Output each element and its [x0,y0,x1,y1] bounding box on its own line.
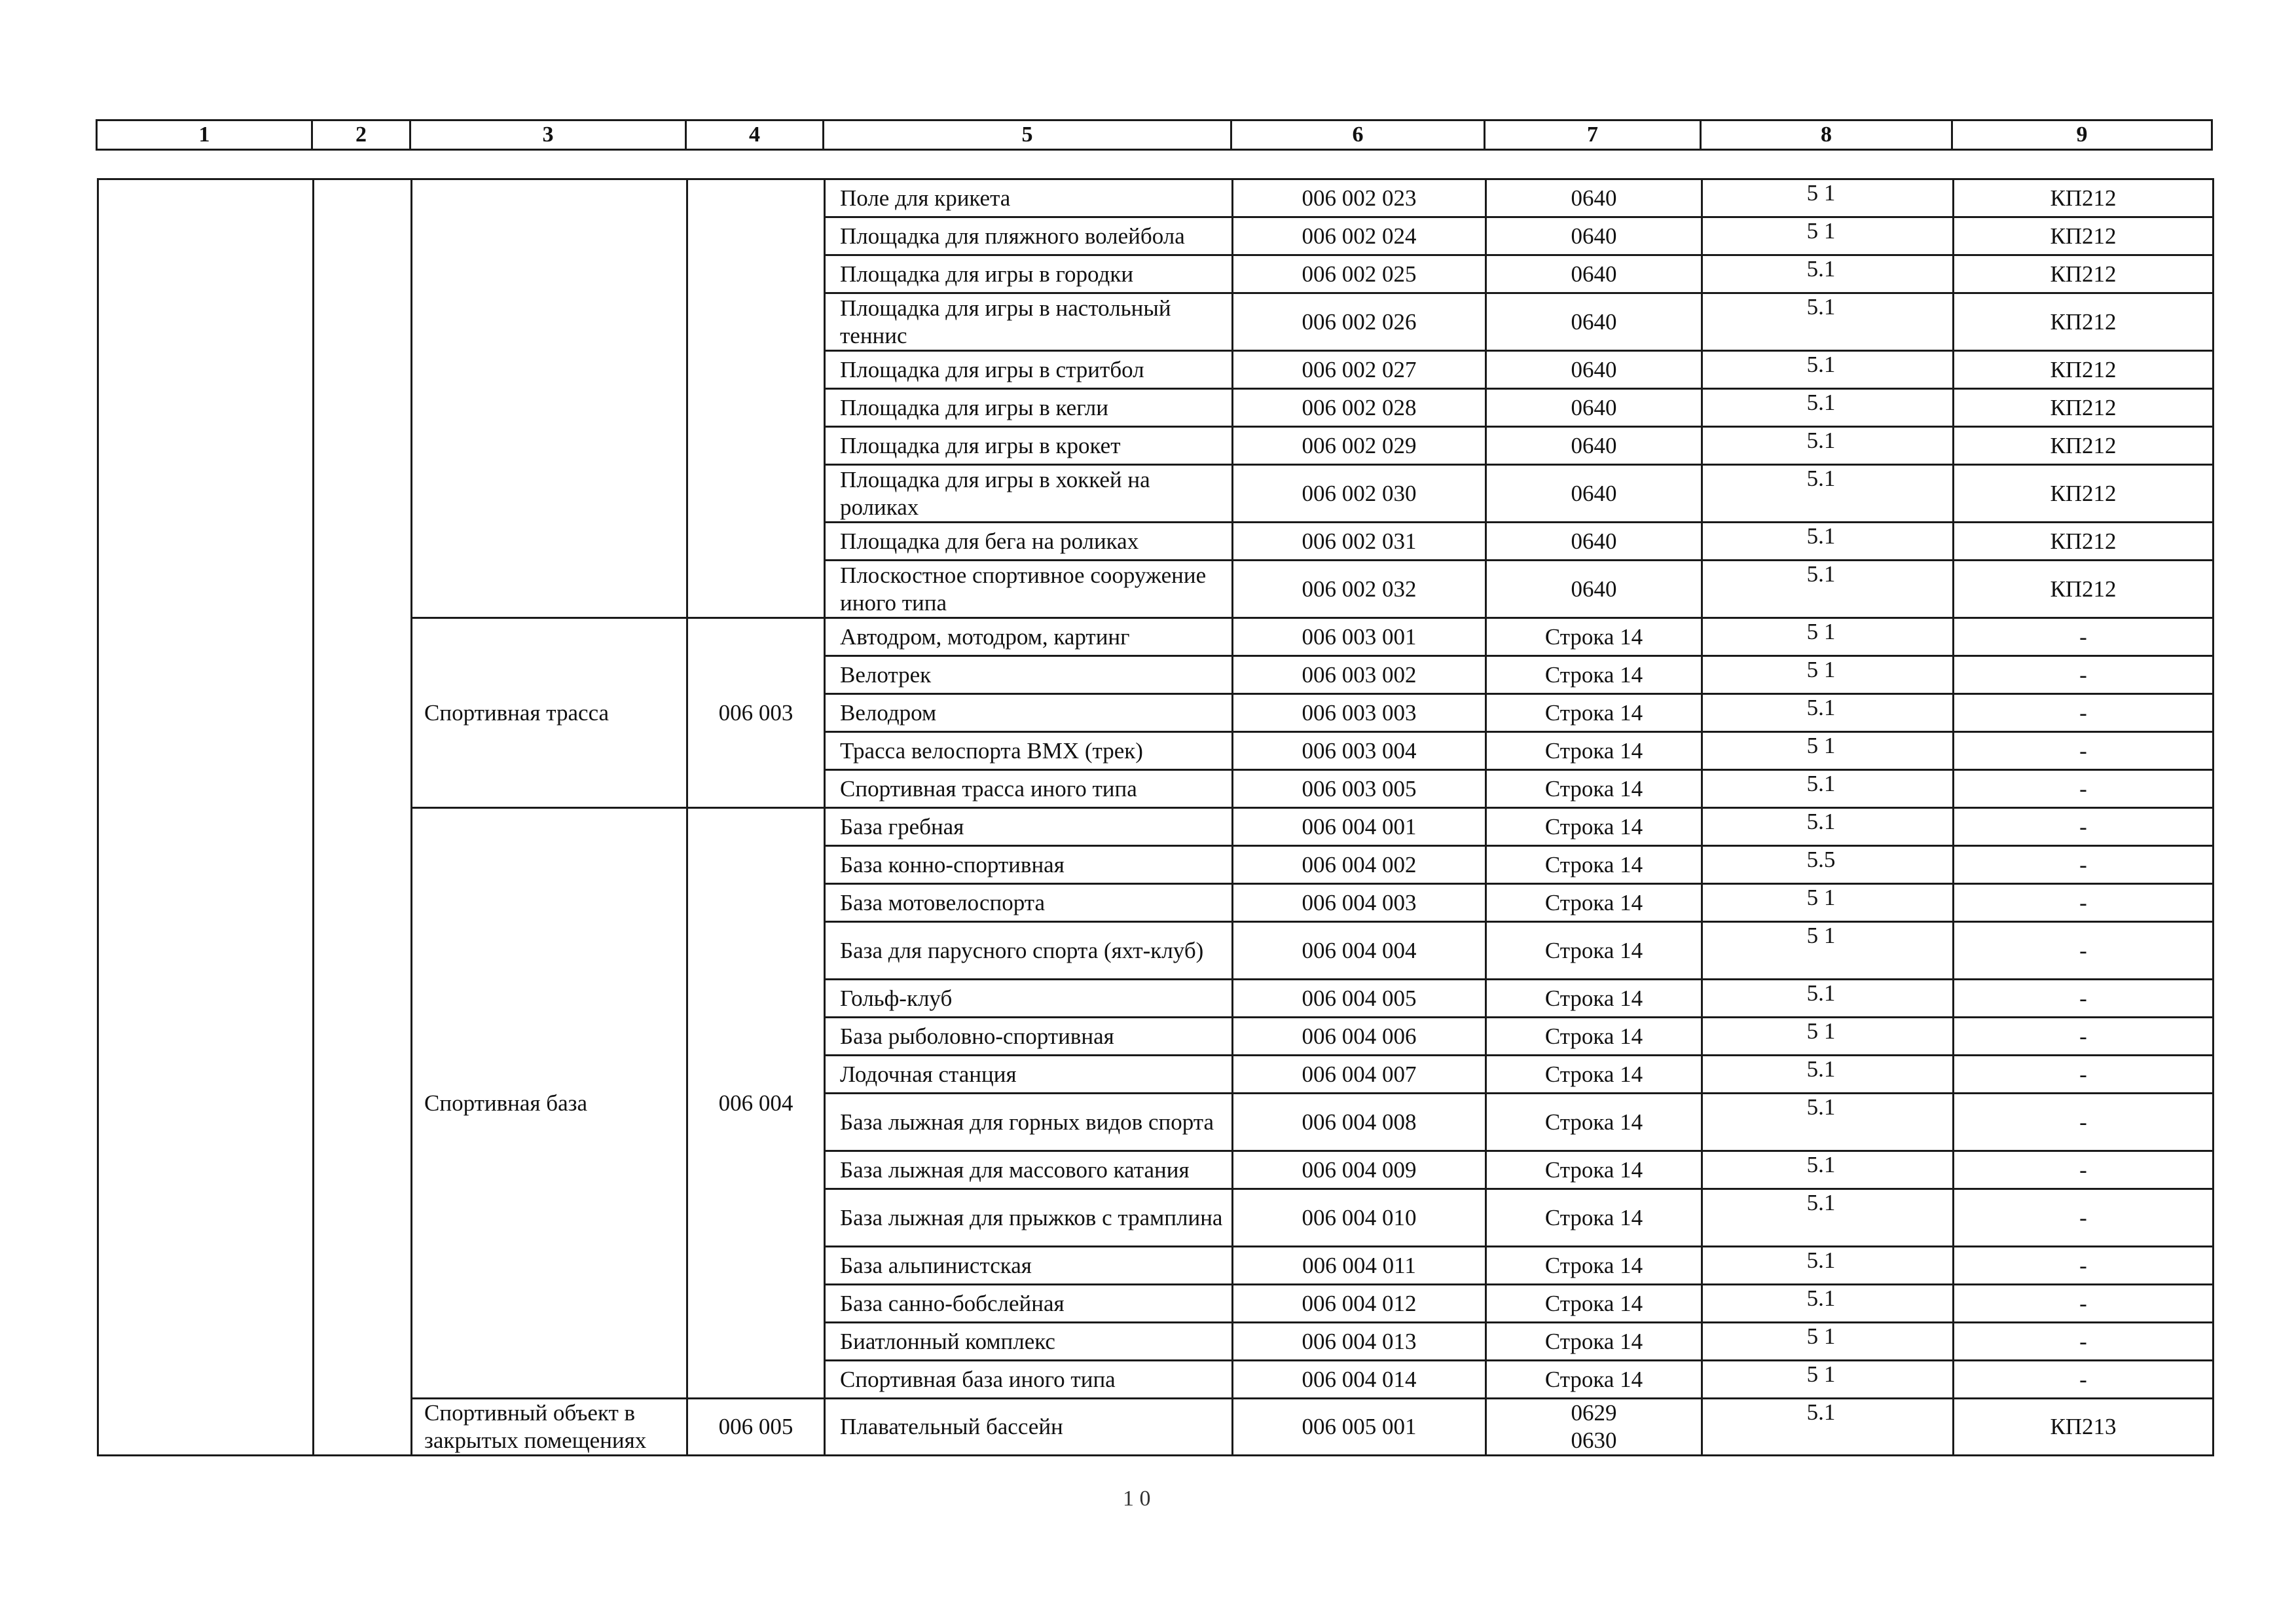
item-name-cell: Гольф-клуб [825,980,1233,1018]
col7-cell: Строка 14 [1486,1094,1702,1151]
col8-cell: 5.1 [1702,293,1954,351]
col9-cell: - [1954,1247,2214,1285]
col9-cell: - [1954,808,2214,846]
col7-cell: Строка 14 [1486,1323,1702,1361]
col7-cell: 0640 [1486,561,1702,618]
col7-cell: Строка 14 [1486,1285,1702,1323]
item-name-cell: База конно-спортивная [825,846,1233,884]
col7-cell: Строка 14 [1486,808,1702,846]
item-code-cell: 006 003 003 [1233,694,1486,732]
col9-cell: - [1954,618,2214,656]
item-name-cell: Биатлонный комплекс [825,1323,1233,1361]
col7-cell: Строка 14 [1486,922,1702,980]
item-code-cell: 006 003 004 [1233,732,1486,770]
item-name-cell: Велодром [825,694,1233,732]
col9-cell: КП212 [1954,465,2214,523]
col7-cell: Строка 14 [1486,770,1702,808]
col7-cell: 0640 [1486,351,1702,389]
col9-cell: - [1954,922,2214,980]
col8-cell: 5 1 [1702,884,1954,922]
col8-cell: 5.1 [1702,561,1954,618]
classifier-table [97,178,2214,1456]
col9-cell: - [1954,1018,2214,1056]
col8-cell: 5.1 [1702,980,1954,1018]
item-code-cell: 006 005 001 [1233,1399,1486,1456]
col8-cell: 5.5 [1702,846,1954,884]
col9-cell: КП212 [1954,293,2214,351]
col7-cell: Строка 14 [1486,846,1702,884]
col9-cell: КП212 [1954,561,2214,618]
col9-cell: - [1954,694,2214,732]
item-code-cell: 006 004 011 [1233,1247,1486,1285]
group-code-cell: 006 005 [687,1399,825,1456]
col7-cell: Строка 14 [1486,732,1702,770]
col9-cell: КП212 [1954,427,2214,465]
col9-cell: - [1954,1094,2214,1151]
item-code-cell: 006 002 027 [1233,351,1486,389]
table-row [98,1399,2214,1456]
item-name-cell: Плавательный бассейн [825,1399,1233,1456]
col8-cell: 5.1 [1702,1189,1954,1247]
item-code-cell: 006 002 024 [1233,217,1486,255]
col9-cell: КП212 [1954,255,2214,293]
header-col-7: 7 [1485,120,1701,150]
item-code-cell: 006 002 026 [1233,293,1486,351]
item-code-cell: 006 004 009 [1233,1151,1486,1189]
item-code-cell: 006 004 004 [1233,922,1486,980]
col9-cell: - [1954,846,2214,884]
group-name-cell: Спортивная трасса [412,618,687,808]
col8-cell: 5 1 [1702,922,1954,980]
col9-cell: - [1954,656,2214,694]
col7-cell: 0640 [1486,465,1702,523]
col8-cell: 5.1 [1702,1399,1954,1456]
col8-cell: 5 1 [1702,1018,1954,1056]
cell-col-1 [98,179,314,1456]
group-code-cell: 006 004 [687,808,825,1399]
col9-cell: КП213 [1954,1399,2214,1456]
item-code-cell: 006 002 032 [1233,561,1486,618]
col9-cell: - [1954,770,2214,808]
item-name-cell: Площадка для игры в стритбол [825,351,1233,389]
col8-cell: 5.1 [1702,465,1954,523]
col7-cell: 0640 [1486,389,1702,427]
col9-cell: КП212 [1954,179,2214,217]
item-name-cell: Площадка для бега на роликах [825,523,1233,561]
col7-cell: Строка 14 [1486,694,1702,732]
col7-cell: Строка 14 [1486,618,1702,656]
col9-cell: - [1954,1323,2214,1361]
col8-cell: 5 1 [1702,217,1954,255]
item-name-cell: Площадка для игры в хоккей на роликах [825,465,1233,523]
col8-cell: 5 1 [1702,1361,1954,1399]
item-code-cell: 006 004 013 [1233,1323,1486,1361]
group-name-cell: Спортивный объект в закрытых помещениях [412,1399,687,1456]
col8-cell: 5 1 [1702,618,1954,656]
col9-cell: - [1954,1285,2214,1323]
item-name-cell: База рыболовно-спортивная [825,1018,1233,1056]
item-code-cell: 006 002 023 [1233,179,1486,217]
page-number: 1 0 [1123,1486,1151,1511]
col8-cell: 5.1 [1702,523,1954,561]
table-row [98,179,2214,217]
item-code-cell: 006 003 001 [1233,618,1486,656]
col7-cell: 0640 [1486,217,1702,255]
col7-cell: Строка 14 [1486,1151,1702,1189]
group-name-cell [412,179,687,618]
item-code-cell: 006 004 002 [1233,846,1486,884]
item-name-cell: База лыжная для массового катания [825,1151,1233,1189]
item-name-cell: База для парусного спорта (яхт-клуб) [825,922,1233,980]
item-name-cell: Трасса велоспорта BMX (трек) [825,732,1233,770]
col8-cell: 5.1 [1702,1247,1954,1285]
item-name-cell: База альпинистская [825,1247,1233,1285]
col7-cell: Строка 14 [1486,656,1702,694]
item-code-cell: 006 004 003 [1233,884,1486,922]
col8-cell: 5.1 [1702,351,1954,389]
col8-cell: 5.1 [1702,1151,1954,1189]
item-code-cell: 006 002 031 [1233,523,1486,561]
item-code-cell: 006 004 006 [1233,1018,1486,1056]
item-name-cell: Поле для крикета [825,179,1233,217]
header-row [97,120,2212,150]
col8-cell: 5.1 [1702,770,1954,808]
item-name-cell: База санно-бобслейная [825,1285,1233,1323]
col9-cell: - [1954,732,2214,770]
item-code-cell: 006 002 028 [1233,389,1486,427]
item-name-cell: Лодочная станция [825,1056,1233,1094]
col8-cell: 5 1 [1702,179,1954,217]
col9-cell: КП212 [1954,523,2214,561]
item-code-cell: 006 003 002 [1233,656,1486,694]
col9-cell: КП212 [1954,217,2214,255]
col7-cell: 0640 [1486,427,1702,465]
item-name-cell: База мотовелоспорта [825,884,1233,922]
col7-cell: Строка 14 [1486,1189,1702,1247]
col9-cell: - [1954,1056,2214,1094]
col9-cell: КП212 [1954,389,2214,427]
col9-cell: - [1954,1189,2214,1247]
header-col-8: 8 [1701,120,1952,150]
col8-cell: 5.1 [1702,1056,1954,1094]
col7-cell: Строка 14 [1486,1056,1702,1094]
item-code-cell: 006 002 029 [1233,427,1486,465]
group-code-cell: 006 003 [687,618,825,808]
col8-cell: 5 1 [1702,1323,1954,1361]
item-name-cell: Автодром, мотодром, картинг [825,618,1233,656]
col8-cell: 5.1 [1702,808,1954,846]
item-name-cell: Площадка для игры в крокет [825,427,1233,465]
col7-cell: Строка 14 [1486,884,1702,922]
item-code-cell: 006 004 001 [1233,808,1486,846]
header-col-4: 4 [686,120,824,150]
col8-cell: 5.1 [1702,1285,1954,1323]
header-col-6: 6 [1231,120,1485,150]
col7-cell: Строка 14 [1486,980,1702,1018]
table-body [98,179,2214,1456]
item-code-cell: 006 004 012 [1233,1285,1486,1323]
header-col-9: 9 [1952,120,2212,150]
item-name-cell: Плоскостное спортивное сооружение иного типа [825,561,1233,618]
col9-cell: - [1954,1361,2214,1399]
col8-cell: 5.1 [1702,694,1954,732]
col7-cell: 0640 [1486,255,1702,293]
item-name-cell: Площадка для игры в городки [825,255,1233,293]
group-name-cell: Спортивная база [412,808,687,1399]
item-code-cell: 006 004 005 [1233,980,1486,1018]
col8-cell: 5 1 [1702,656,1954,694]
col8-cell: 5.1 [1702,427,1954,465]
header-col-1: 1 [97,120,312,150]
item-name-cell: База лыжная для горных видов спорта [825,1094,1233,1151]
item-code-cell: 006 004 007 [1233,1056,1486,1094]
col9-cell: КП212 [1954,351,2214,389]
col9-cell: - [1954,980,2214,1018]
col7-cell: Строка 14 [1486,1361,1702,1399]
col9-cell: - [1954,884,2214,922]
col8-cell: 5 1 [1702,732,1954,770]
col7-cell: 0640 [1486,293,1702,351]
col9-cell: - [1954,1151,2214,1189]
item-name-cell: Площадка для игры в кегли [825,389,1233,427]
col7-cell: Строка 14 [1486,1018,1702,1056]
item-code-cell: 006 004 008 [1233,1094,1486,1151]
col7-cell: 0640 [1486,523,1702,561]
col7-cell: 0629 0630 [1486,1399,1702,1456]
table-row [98,808,2214,846]
cell-col-2 [314,179,412,1456]
col7-cell: Строка 14 [1486,1247,1702,1285]
item-name-cell: Площадка для игры в настольный теннис [825,293,1233,351]
item-name-cell: Велотрек [825,656,1233,694]
item-name-cell: Площадка для пляжного волейбола [825,217,1233,255]
item-code-cell: 006 004 014 [1233,1361,1486,1399]
item-code-cell: 006 002 025 [1233,255,1486,293]
item-name-cell: Спортивная трасса иного типа [825,770,1233,808]
item-code-cell: 006 003 005 [1233,770,1486,808]
col8-cell: 5.1 [1702,389,1954,427]
col7-cell: 0640 [1486,179,1702,217]
item-code-cell: 006 002 030 [1233,465,1486,523]
item-code-cell: 006 004 010 [1233,1189,1486,1247]
col8-cell: 5.1 [1702,1094,1954,1151]
group-code-cell [687,179,825,618]
column-number-header [96,119,2213,151]
table-row [98,618,2214,656]
header-col-3: 3 [410,120,686,150]
item-name-cell: Спортивная база иного типа [825,1361,1233,1399]
header-col-5: 5 [824,120,1231,150]
header-col-2: 2 [312,120,410,150]
col8-cell: 5.1 [1702,255,1954,293]
item-name-cell: База гребная [825,808,1233,846]
item-name-cell: База лыжная для прыжков с трамплина [825,1189,1233,1247]
